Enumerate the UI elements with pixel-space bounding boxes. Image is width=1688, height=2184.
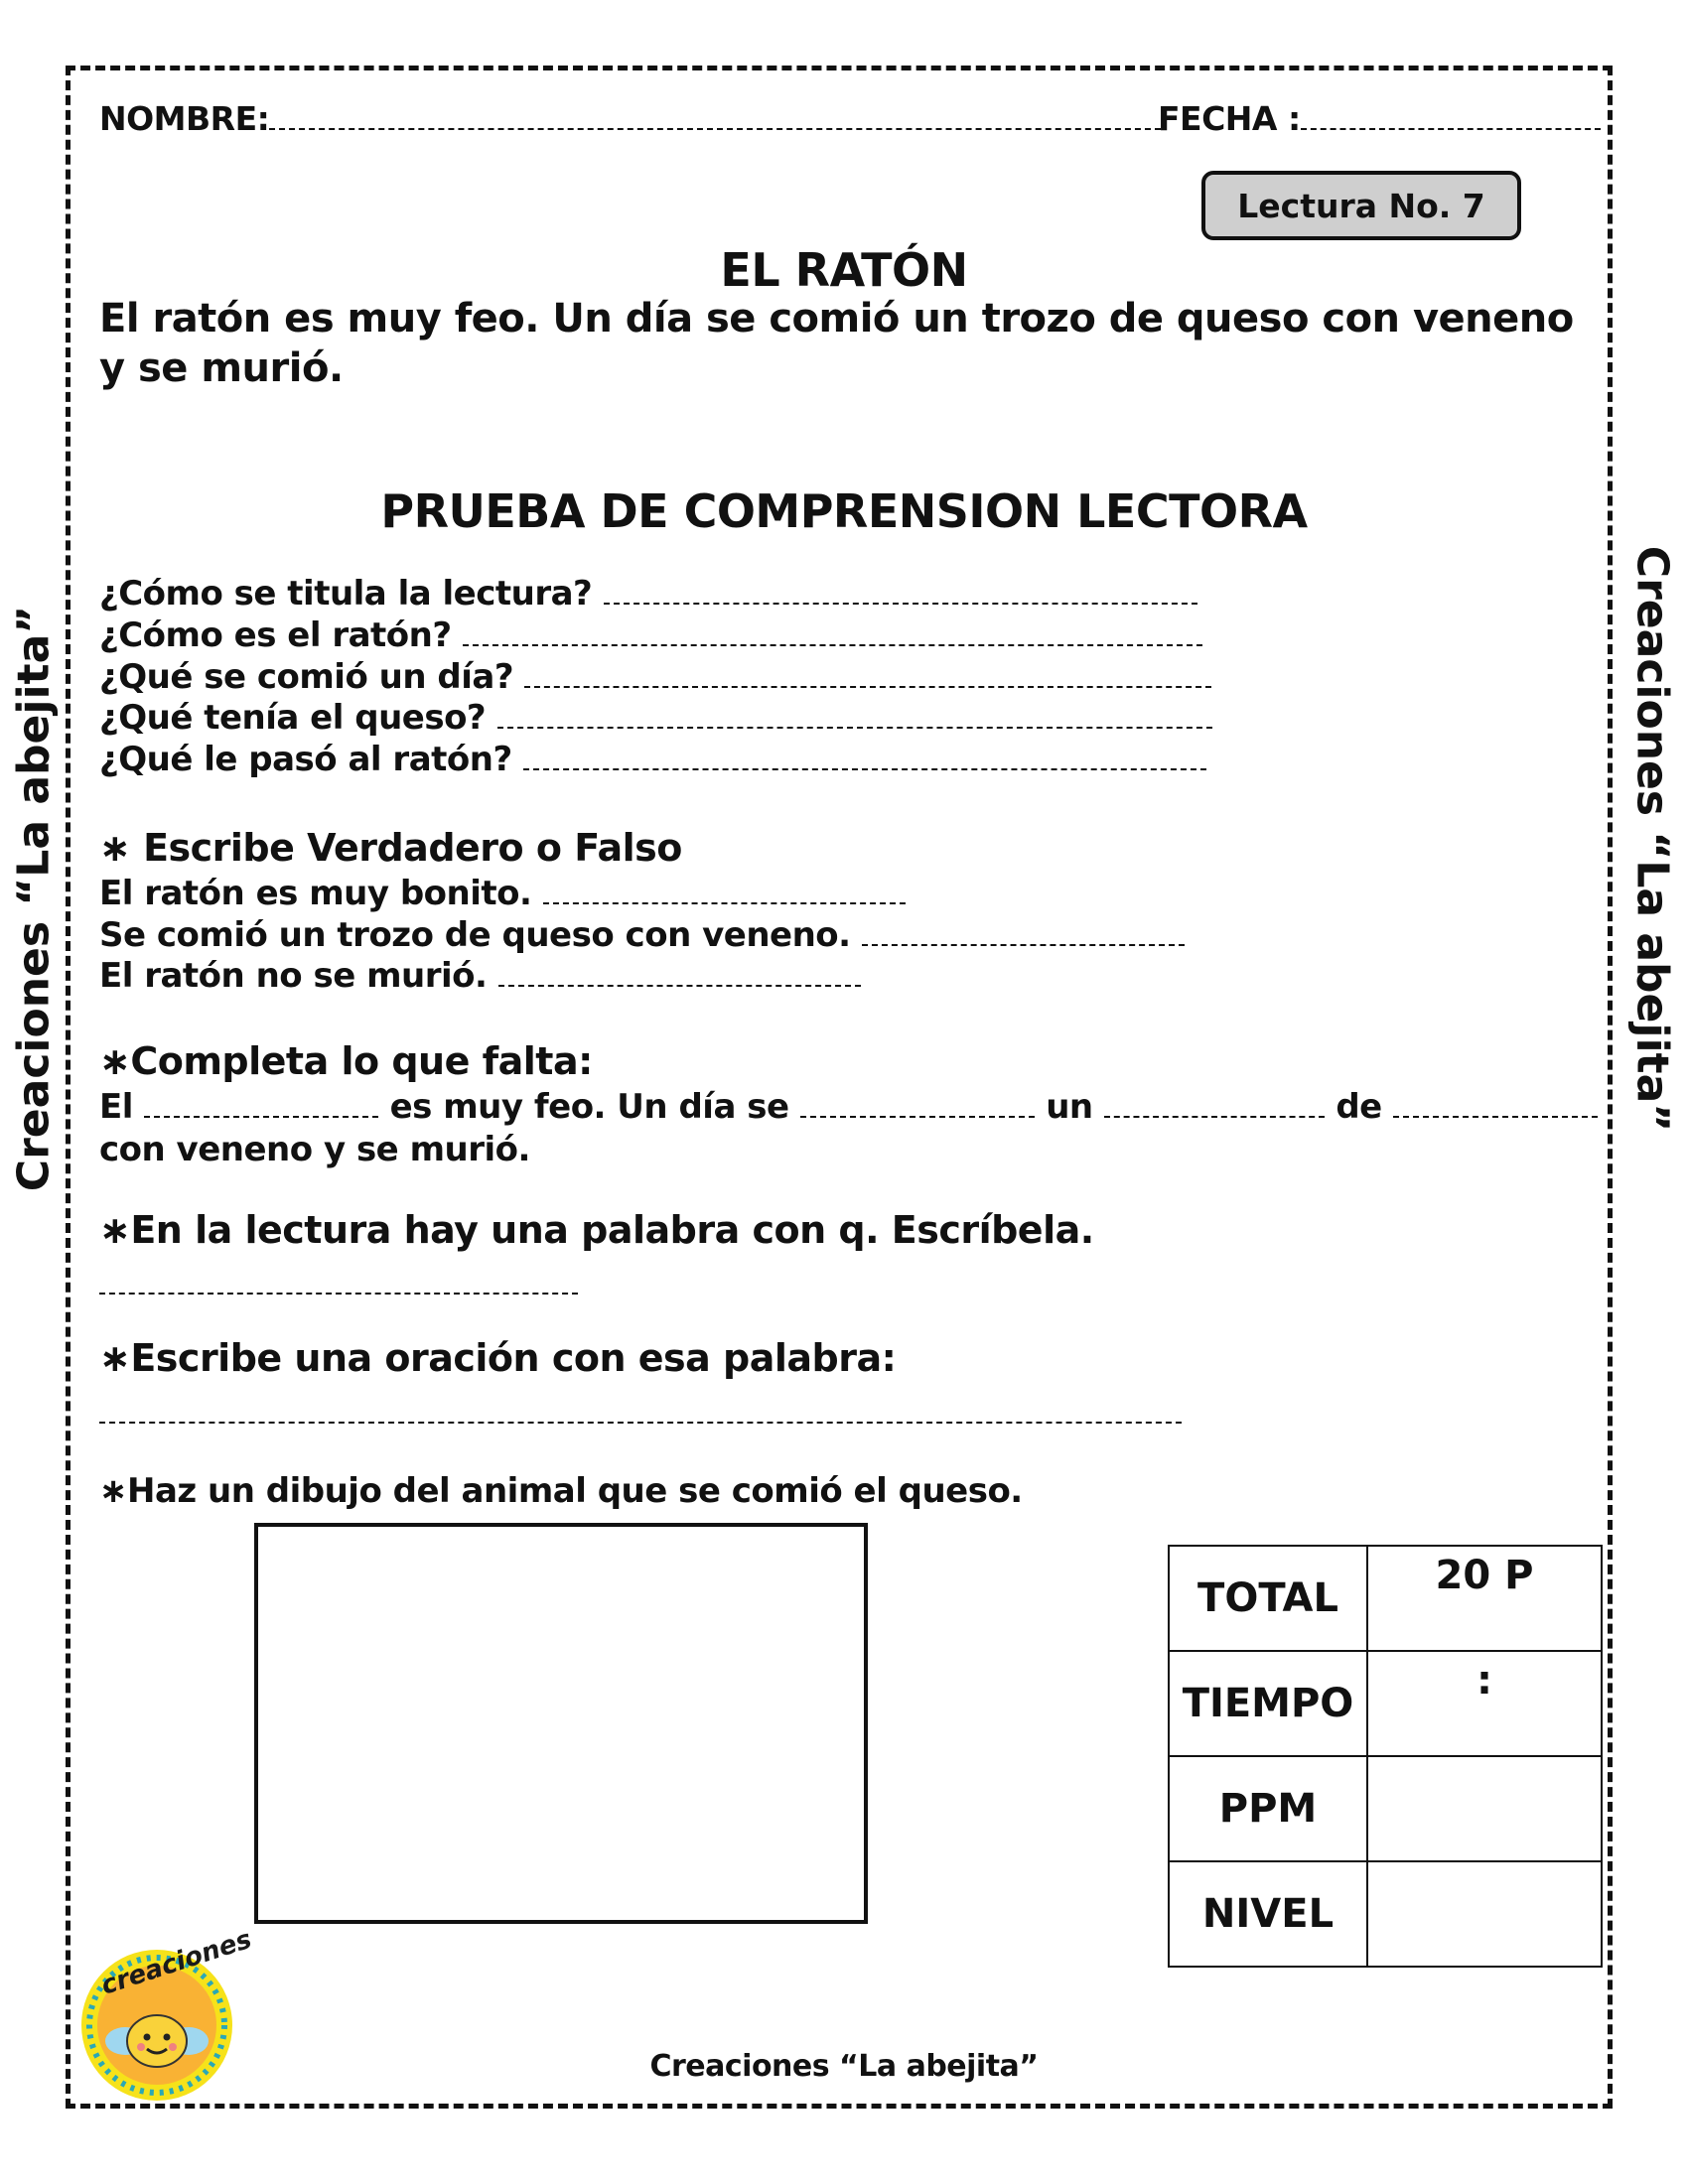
name-label: NOMBRE: — [99, 99, 270, 138]
question-text: ¿Cómo es el ratón? — [99, 615, 452, 655]
logo-text: creaciones — [97, 1924, 256, 2001]
name-field-row — [99, 99, 1161, 138]
score-label: NIVEL — [1169, 1861, 1367, 1967]
question-5 — [99, 740, 1206, 779]
score-row-ppm — [1169, 1756, 1602, 1861]
answer-line[interactable] — [497, 727, 1212, 729]
question-2 — [99, 615, 1202, 655]
date-input-line[interactable] — [1301, 128, 1601, 130]
score-label: TIEMPO — [1169, 1651, 1367, 1756]
answer-line[interactable] — [498, 985, 861, 987]
true-false-item-3 — [99, 956, 861, 996]
date-field-row — [1158, 99, 1601, 138]
score-value[interactable] — [1367, 1756, 1602, 1861]
blank-line[interactable] — [1104, 1116, 1325, 1118]
sentence-prompt: ∗Escribe una oración con esa palabra: — [99, 1336, 897, 1380]
complete-line-2: con veneno y se murió. — [99, 1130, 530, 1169]
complete-word: un — [1046, 1087, 1093, 1127]
blank-line[interactable] — [144, 1116, 378, 1118]
score-value[interactable]: : — [1367, 1651, 1602, 1756]
question-text: ¿Qué le pasó al ratón? — [99, 740, 512, 779]
complete-line-1 — [99, 1087, 1598, 1127]
complete-word: El — [99, 1087, 133, 1127]
question-1 — [99, 574, 1197, 614]
complete-word: de — [1336, 1087, 1382, 1127]
question-text: ¿Cómo se titula la lectura? — [99, 574, 593, 614]
side-brand-left: Creaciones “La abejita” — [8, 605, 60, 1192]
blank-line[interactable] — [1393, 1116, 1598, 1118]
answer-line[interactable] — [523, 768, 1206, 770]
statement-text: Se comió un trozo de queso con veneno. — [99, 915, 851, 955]
question-text: ¿Qué tenía el queso? — [99, 698, 487, 738]
name-input-line[interactable] — [269, 128, 1161, 130]
test-title: PRUEBA DE COMPRENSION LECTORA — [380, 484, 1308, 538]
score-label: TOTAL — [1169, 1546, 1367, 1651]
question-3 — [99, 657, 1211, 697]
score-row-level — [1169, 1861, 1602, 1967]
score-row-time — [1169, 1651, 1602, 1756]
true-false-item-2 — [99, 915, 1185, 955]
reading-title: EL RATÓN — [720, 243, 968, 297]
question-text: ¿Qué se comió un día? — [99, 657, 514, 697]
answer-line[interactable] — [862, 944, 1185, 946]
date-label: FECHA : — [1158, 99, 1301, 138]
true-false-heading: ∗ Escribe Verdadero o Falso — [99, 826, 682, 870]
question-4 — [99, 698, 1212, 738]
score-row-total — [1169, 1546, 1602, 1651]
side-brand-right: Creaciones “La abejita” — [1626, 545, 1678, 1133]
answer-line[interactable] — [463, 644, 1202, 646]
blank-line[interactable] — [800, 1116, 1035, 1118]
statement-text: El ratón es muy bonito. — [99, 874, 532, 913]
q-word-prompt: ∗En la lectura hay una palabra con q. Escríbela. — [99, 1208, 1094, 1252]
complete-heading: ∗Completa lo que falta: — [99, 1039, 593, 1083]
reading-text-line-2: y se murió. — [99, 345, 344, 391]
drawing-prompt: ∗Haz un dibujo del animal que se comió el queso. — [99, 1471, 1023, 1511]
reading-number-badge: Lectura No. 7 — [1201, 171, 1521, 240]
score-value[interactable]: 20 P — [1367, 1546, 1602, 1651]
score-value[interactable] — [1367, 1861, 1602, 1967]
q-word-answer-line[interactable] — [99, 1293, 578, 1295]
score-table — [1168, 1545, 1603, 1968]
sentence-answer-line[interactable] — [99, 1422, 1182, 1424]
answer-line[interactable] — [524, 686, 1211, 688]
footer-brand: Creaciones “La abejita” — [649, 2049, 1039, 2084]
score-label: PPM — [1169, 1756, 1367, 1861]
complete-word: es muy feo. Un día se — [389, 1087, 789, 1127]
answer-line[interactable] — [604, 603, 1197, 605]
drawing-box[interactable] — [254, 1523, 868, 1924]
reading-text-line-1: El ratón es muy feo. Un día se comió un trozo de queso con veneno — [99, 296, 1574, 341]
true-false-item-1 — [99, 874, 906, 913]
answer-line[interactable] — [543, 902, 906, 904]
statement-text: El ratón no se murió. — [99, 956, 488, 996]
